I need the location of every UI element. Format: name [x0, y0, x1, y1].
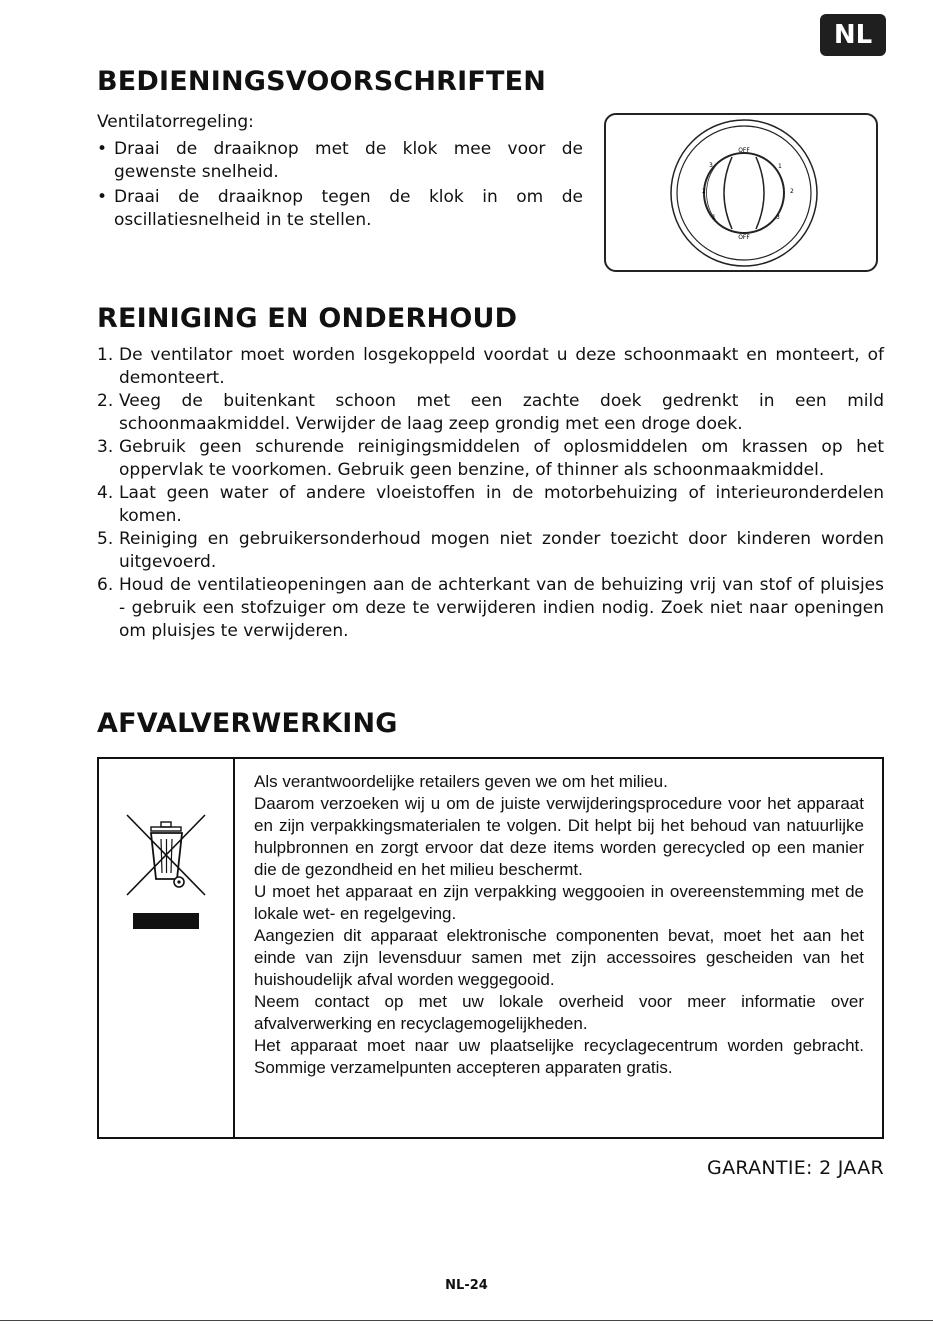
list-item-number: 5.	[97, 529, 114, 549]
list-item-text: Veeg de buitenkant schoon met een zachte doek gedrenkt in een mild schoonmaakmiddel. Verwijder de laag zeep grondig met een droge doek.	[119, 391, 884, 434]
control-dial-illustration	[604, 113, 878, 272]
control-dial-icon	[606, 115, 880, 274]
bullet-glyph: •	[97, 139, 108, 159]
list-item-number: 2.	[97, 391, 114, 411]
disposal-text	[254, 771, 864, 1079]
fan-control-label: Ventilatorregeling:	[97, 112, 254, 132]
operation-heading: BEDIENINGSVOORSCHRIFTEN	[97, 66, 547, 97]
disposal-paragraph: Het apparaat moet naar uw plaatselijke recyclagecentrum worden gebracht. Sommige verzamelpunten accepteren apparaten gratis.	[254, 1036, 864, 1077]
list-item	[97, 436, 884, 482]
dial-osc-3: 3	[709, 162, 713, 169]
bullet-glyph: •	[97, 187, 108, 207]
list-item-text: Houd de ventilatieopeningen aan de achterkant van de behuizing vrij van stof of pluisjes - gebruik een stofzuiger om deze te verwijderen indien nodig. Zoek niet naar openingen om pluisjes te verwijderen.	[119, 575, 884, 641]
disposal-paragraph: Als verantwoordelijke retailers geven we om het milieu.	[254, 772, 668, 791]
disposal-paragraph: U moet het apparaat en zijn verpakking weggooien in overeenstemming met de lokale wet- en regelgeving.	[254, 882, 864, 923]
list-item-text: Laat geen water of andere vloeistoffen in de motorbehuizing of interieuronderdelen komen.	[119, 483, 884, 526]
list-item-text: De ventilator moet worden losgekoppeld voordat u deze schoonmaakt en monteert, of demonteert.	[119, 345, 884, 388]
operation-bullet-text: Draai de draaiknop met de klok mee voor de gewenste snelheid.	[114, 139, 583, 182]
operation-bullet-text: Draai de draaiknop tegen de klok in om de oscillatiesnelheid in te stellen.	[114, 187, 583, 230]
list-item-number: 3.	[97, 437, 114, 457]
dial-osc-2: 2	[702, 188, 706, 195]
table-divider	[233, 759, 235, 1137]
operation-bullet	[97, 138, 583, 184]
list-item	[97, 482, 884, 528]
list-item-number: 1.	[97, 345, 114, 365]
dial-speed-3: 3	[776, 214, 780, 221]
list-item	[97, 344, 884, 390]
list-item-number: 6.	[97, 575, 114, 595]
cleaning-heading: REINIGING EN ONDERHOUD	[97, 303, 518, 334]
language-badge: NL	[820, 14, 886, 56]
list-item	[97, 574, 884, 643]
disposal-table	[97, 757, 884, 1139]
dial-off-bottom: OFF	[738, 234, 750, 241]
warranty-text: GARANTIE: 2 JAAR	[707, 1157, 884, 1179]
disposal-paragraph: Aangezien dit apparaat elektronische componenten bevat, moet het aan het einde van zijn levensduur samen met zijn accessoires gescheiden van het huishoudelijk afval worden weggegooid.	[254, 926, 864, 989]
dial-speed-2: 2	[790, 188, 794, 195]
dial-speed-1: 1	[778, 163, 782, 170]
cleaning-list	[97, 344, 884, 643]
disposal-heading: AFVALVERWERKING	[97, 708, 398, 739]
crossed-out-wheelie-bin-icon	[123, 809, 213, 948]
list-item	[97, 528, 884, 574]
disposal-paragraph: Daarom verzoeken wij u om de juiste verwijderingsprocedure voor het apparaat en zijn verpakkingsmaterialen te volgen. Dit helpt bij het behoud van natuurlijke hulpbronnen en zorgt ervoor dat deze items worden gerecycled op een manier die de gezondheid en het milieu beschermt.	[254, 794, 864, 879]
page-bottom-rule	[0, 1320, 933, 1321]
page-number: NL-24	[445, 1278, 488, 1293]
dial-off-top: OFF	[738, 147, 750, 154]
list-item-text: Reiniging en gebruikersonderhoud mogen niet zonder toezicht door kinderen worden uitgevoerd.	[119, 529, 884, 572]
dial-osc-1: 1	[712, 214, 716, 221]
list-item-number: 4.	[97, 483, 114, 503]
list-item	[97, 390, 884, 436]
operation-bullet	[97, 186, 583, 232]
disposal-paragraph: Neem contact op met uw lokale overheid voor meer informatie over afvalverwerking en recyclagemogelijkheden.	[254, 992, 864, 1033]
list-item-text: Gebruik geen schurende reinigingsmiddelen of oplosmiddelen om krassen op het oppervlak te voorkomen. Gebruik geen benzine, of thinner als schoonmaakmiddel.	[119, 437, 884, 480]
